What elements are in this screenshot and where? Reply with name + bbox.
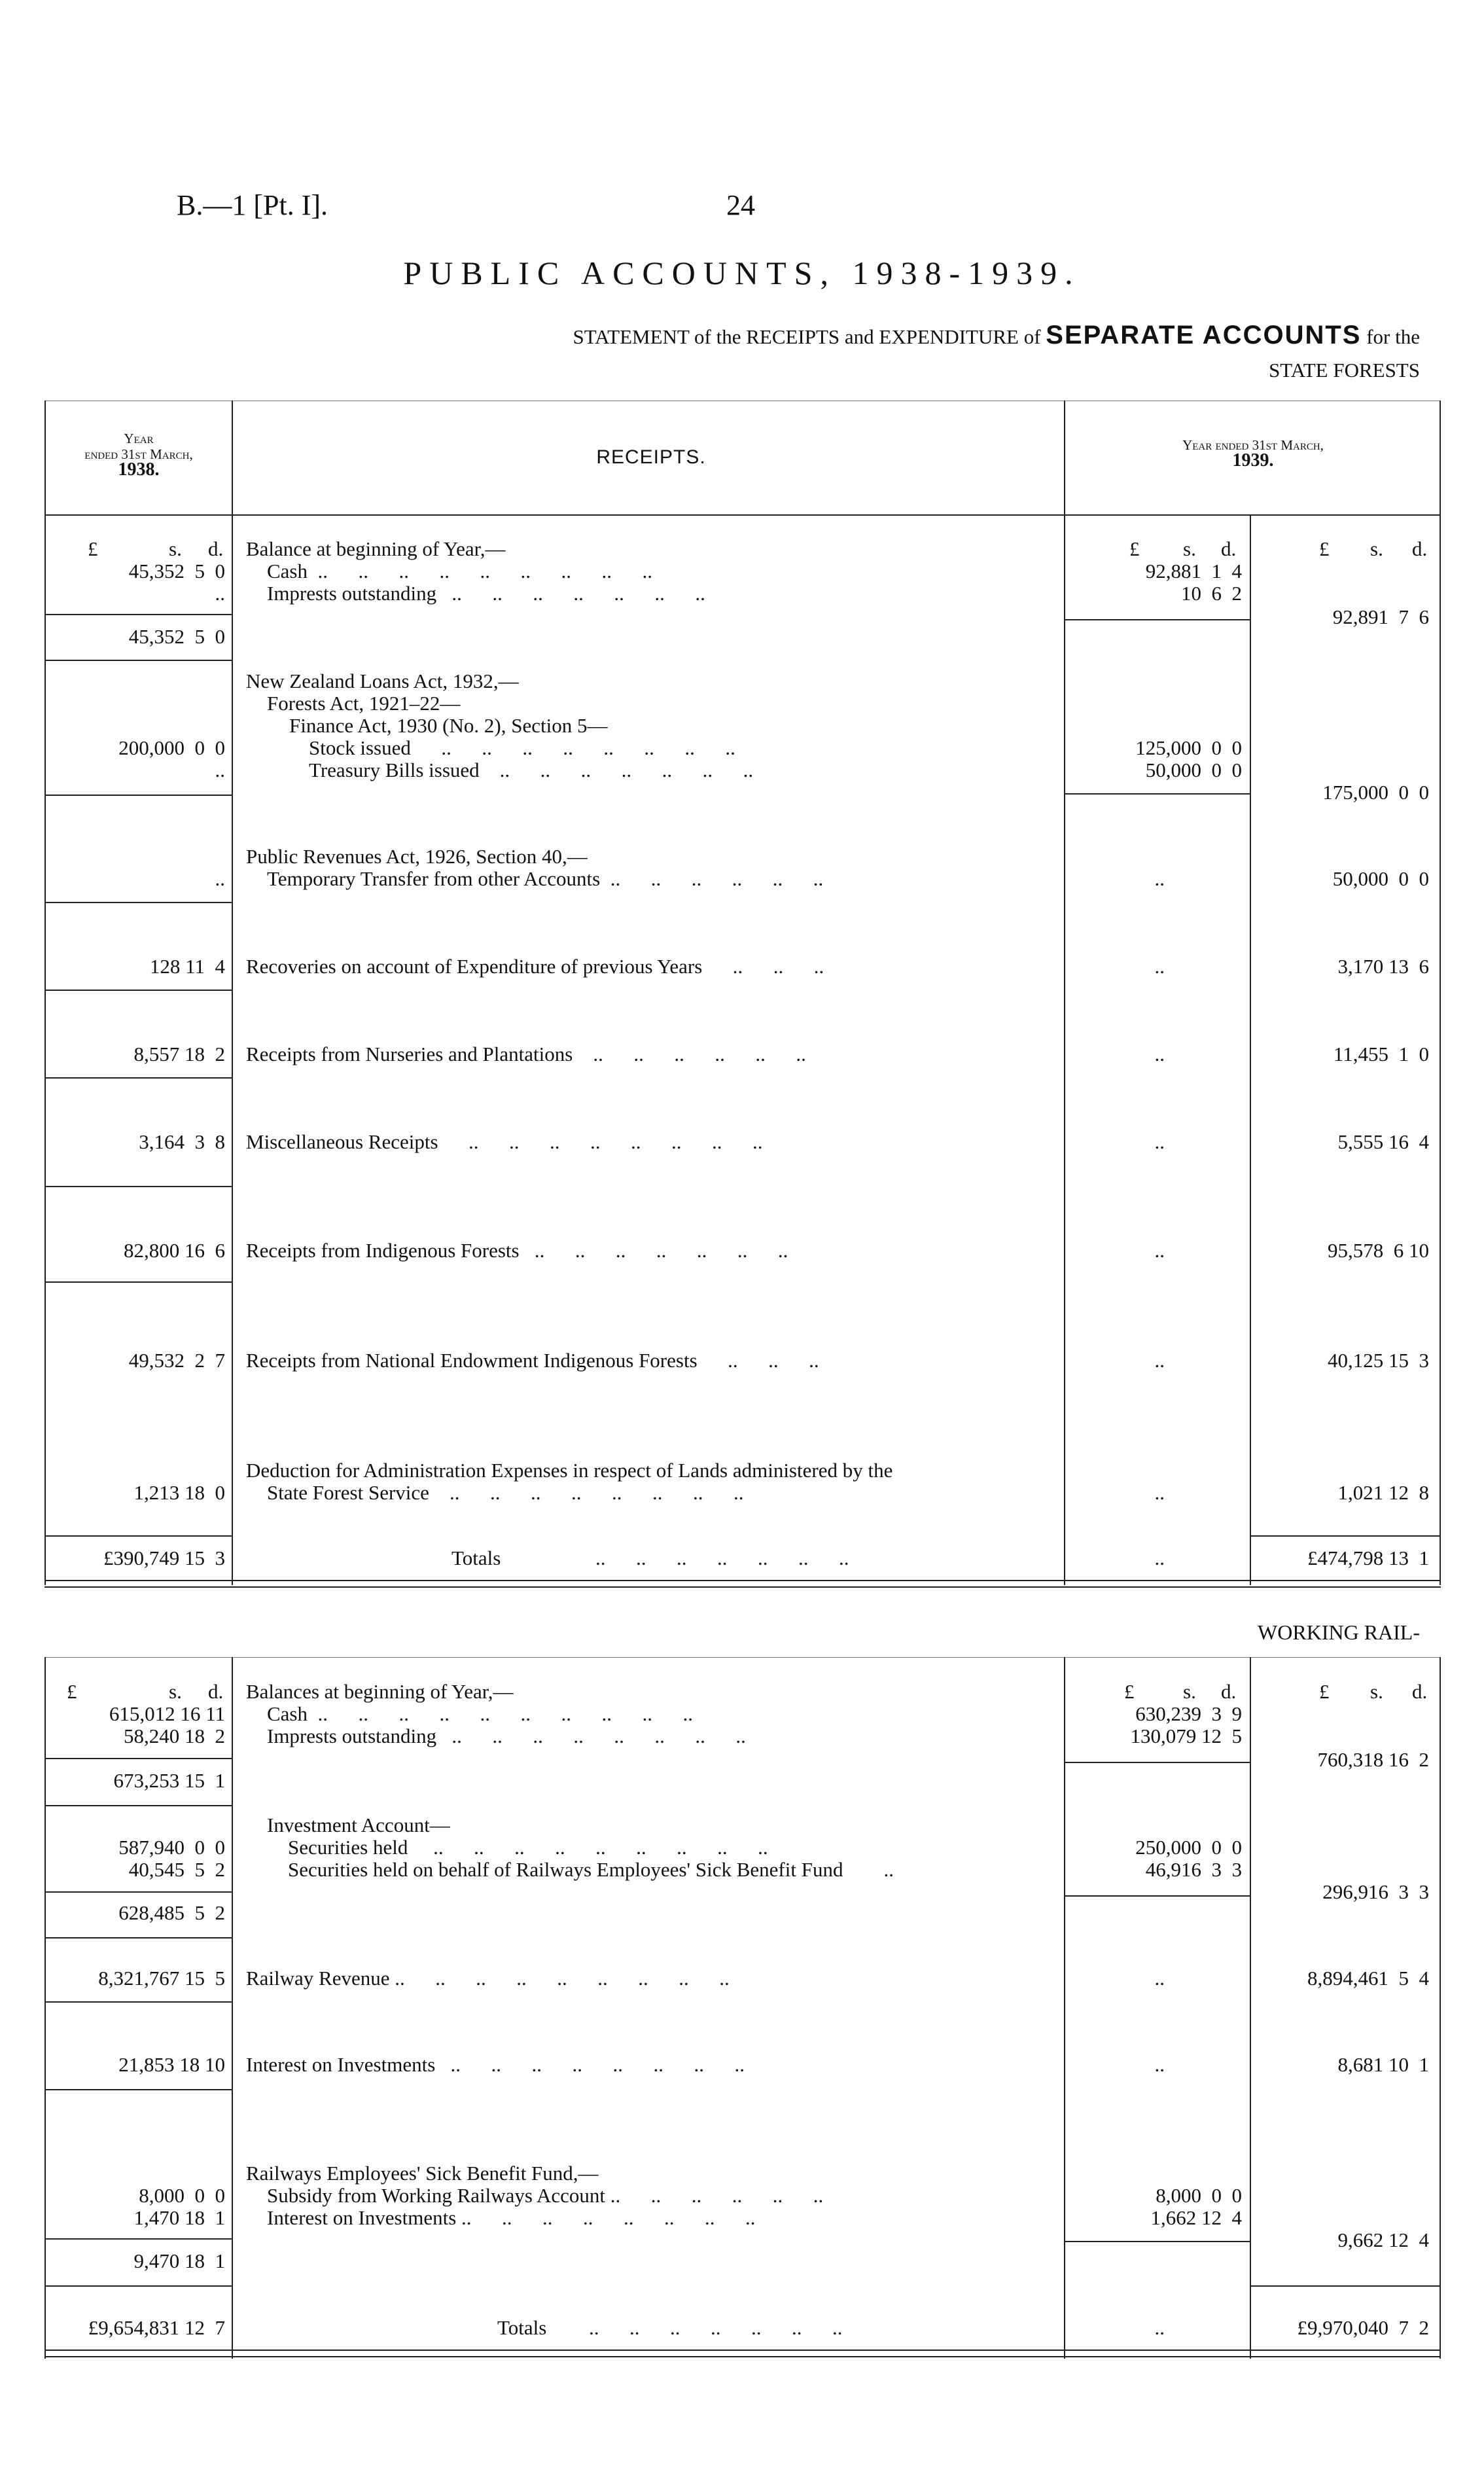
rail-detail-pound-head: £ — [1124, 1680, 1135, 1703]
prev-pence-head: d. — [208, 537, 224, 560]
rail-total-shilling-head: s. — [1370, 1680, 1383, 1703]
detail-pence-head: d. — [1221, 537, 1237, 560]
rail-prev-pound-head: £ — [67, 1680, 77, 1703]
total-pound-head: £ — [1319, 537, 1330, 560]
rail-total-pound-head: £ — [1319, 1680, 1330, 1703]
rail-detail-shilling-head: s. — [1183, 1680, 1196, 1703]
page-title: PUBLIC ACCOUNTS, 1938-1939. — [403, 255, 1081, 291]
prev-year-header: Year ended 31st March, 1938. — [84, 431, 193, 480]
statement-account-name: STATE FORESTS — [1269, 359, 1420, 382]
page-reference: B.—1 [Pt. I]. — [177, 189, 328, 221]
rail-total-pence-head: d. — [1412, 1680, 1428, 1703]
prev-shilling-head: s. — [169, 537, 182, 560]
total-pence-head: d. — [1412, 537, 1428, 560]
statement-suffix: for the — [1366, 325, 1420, 348]
statement-prefix: STATEMENT of the RECEIPTS and EXPENDITURE of — [573, 325, 1041, 348]
prev-pound-head: £ — [88, 537, 98, 560]
curr-year-header: Year ended 31st March, 1939. — [1182, 437, 1324, 471]
rail-detail-pence-head: d. — [1221, 1680, 1237, 1703]
rail-prev-shilling-head: s. — [169, 1680, 182, 1703]
rail-prev-pence-head: d. — [208, 1680, 224, 1703]
total-shilling-head: s. — [1370, 537, 1383, 560]
detail-pound-head: £ — [1129, 537, 1140, 560]
statement-highlight: SEPARATE ACCOUNTS — [1046, 321, 1362, 349]
detail-shilling-head: s. — [1183, 537, 1196, 560]
receipts-header: RECEIPTS. — [596, 446, 706, 468]
working-railways-heading: WORKING RAIL- — [1258, 1620, 1420, 1644]
page-number: 24 — [726, 189, 755, 221]
statement-title — [573, 321, 1420, 350]
